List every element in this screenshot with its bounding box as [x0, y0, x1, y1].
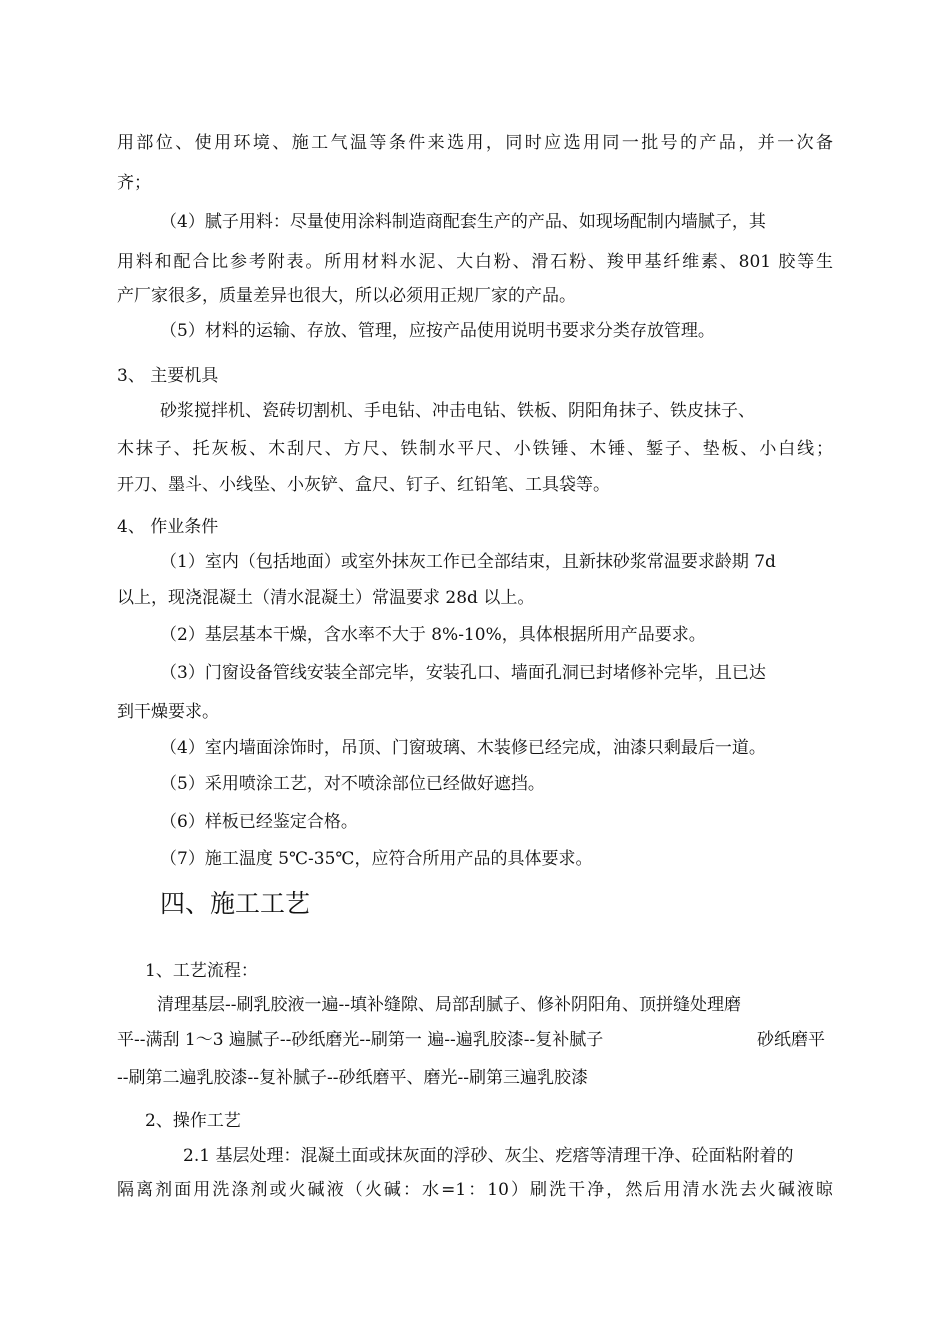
paragraph-line: 用料和配合比参考附表。所用材料水泥、大白粉、滑石粉、羧甲基纤维素、801 胶等生: [117, 252, 833, 272]
paragraph-line: 到干燥要求。: [117, 702, 219, 722]
paragraph-line: 2.1 基层处理：混凝土面或抹灰面的浮砂、灰尘、疙瘩等清理干净、砼面粘附着的: [183, 1146, 794, 1166]
chapter-heading: 四、施工工艺: [160, 889, 311, 918]
paragraph-line: 用部位、使用环境、施工气温等条件来选用，同时应选用同一批号的产品，并一次备: [117, 133, 833, 153]
paragraph-line: --刷第二遍乳胶漆--复补腻子--砂纸磨平、磨光--刷第三遍乳胶漆: [117, 1068, 588, 1088]
paragraph-line: （2）基层基本干燥，含水率不大于 8%-10%，具体根据所用产品要求。: [160, 625, 706, 645]
paragraph-line: 齐；: [117, 173, 151, 193]
paragraph-line: 以上，现浇混凝土（清水混凝土）常温要求 28d 以上。: [117, 588, 535, 608]
paragraph-line: 平--满刮 1～3 遍腻子--砂纸磨光--刷第一 遍--遍乳胶漆--复补腻子: [117, 1030, 604, 1050]
paragraph-line: 开刀、墨斗、小线坠、小灰铲、盒尺、钉子、红铅笔、工具袋等。: [117, 475, 610, 495]
paragraph-line: （7）施工温度 5℃-35℃，应符合所用产品的具体要求。: [160, 849, 593, 869]
paragraph-line: （5）采用喷涂工艺，对不喷涂部位已经做好遮挡。: [160, 774, 545, 794]
paragraph-line: （4）室内墙面涂饰时，吊顶、门窗玻璃、木装修已经完成，油漆只剩最后一道。: [160, 738, 766, 758]
paragraph-line: 木抹子、托灰板、木刮尺、方尺、铁制水平尺、小铁锤、木锤、錾子、垫板、小白线；: [117, 439, 833, 459]
paragraph-line: （1）室内（包括地面）或室外抹灰工作已全部结束，且新抹砂浆常温要求龄期 7d: [160, 552, 776, 572]
paragraph-line: （4）腻子用料：尽量使用涂料制造商配套生产的产品、如现场配制内墙腻子，其: [160, 212, 766, 232]
section-title: 1、工艺流程：: [145, 961, 258, 981]
paragraph-line: （3）门窗设备管线安装全部完毕，安装孔口、墙面孔洞已封堵修补完毕，且已达: [160, 663, 766, 683]
paragraph-line: （6）样板已经鉴定合格。: [160, 812, 358, 832]
paragraph-line: 砂浆搅拌机、瓷砖切割机、手电钻、冲击电钻、铁板、阴阳角抹子、铁皮抹子、: [160, 401, 755, 421]
section-title: 2、操作工艺: [145, 1111, 241, 1131]
paragraph-line: 隔离剂面用洗涤剂或火碱液（火碱：水=1：10）刷洗干净，然后用清水洗去火碱液晾: [117, 1180, 833, 1200]
section-title: 4、 作业条件: [117, 517, 219, 537]
section-title: 3、 主要机具: [117, 366, 219, 386]
paragraph-line: 清理基层--刷乳胶液一遍--填补缝隙、局部刮腻子、修补阴阳角、顶拼缝处理磨: [157, 995, 741, 1015]
paragraph-line: 产厂家很多，质量差异也很大，所以必须用正规厂家的产品。: [117, 286, 576, 306]
paragraph-line: （5）材料的运输、存放、管理，应按产品使用说明书要求分类存放管理。: [160, 321, 715, 341]
paragraph-line: 砂纸磨平: [757, 1030, 825, 1050]
